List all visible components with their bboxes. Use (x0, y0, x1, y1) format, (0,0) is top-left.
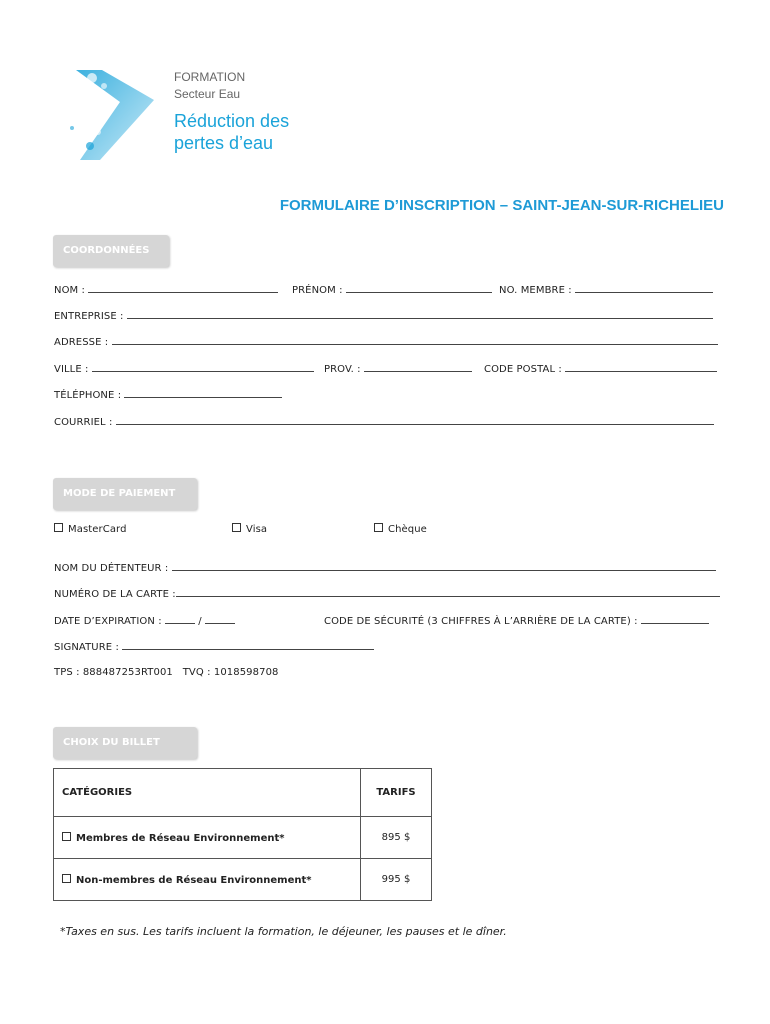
input-nom[interactable] (88, 283, 278, 293)
checkbox-icon[interactable] (374, 523, 383, 532)
label-code-postal: CODE POSTAL : (484, 364, 562, 375)
input-prenom[interactable] (346, 283, 492, 293)
label-ville: VILLE : (54, 364, 89, 375)
price-cell: 895 $ (361, 817, 432, 859)
input-code-postal[interactable] (565, 362, 717, 372)
label-courriel: COURRIEL : (54, 417, 113, 428)
label-telephone: TÉLÉPHONE : (54, 390, 122, 401)
field-prov (324, 362, 472, 375)
label-visa: Visa (246, 524, 268, 535)
option-visa[interactable] (232, 523, 267, 535)
label-entreprise: ENTREPRISE : (54, 311, 124, 322)
header-tarifs: TARIFS (361, 769, 432, 817)
input-telephone[interactable] (124, 388, 282, 398)
table-row[interactable] (54, 817, 432, 859)
field-expiration (54, 614, 235, 627)
input-signature[interactable] (122, 640, 374, 650)
logo-title-2: pertes d’eau (174, 133, 274, 153)
field-adresse (54, 335, 718, 348)
checkbox-icon[interactable] (62, 832, 71, 841)
input-entreprise[interactable] (127, 309, 713, 319)
label-expiration: DATE D’EXPIRATION : (54, 616, 162, 627)
field-securite (324, 614, 709, 627)
option-cheque[interactable] (374, 523, 427, 535)
label-prenom: PRÉNOM : (292, 285, 343, 296)
input-exp-month[interactable] (165, 614, 195, 624)
label-slash: / (198, 616, 202, 627)
footnote: *Taxes en sus. Les tarifs incluent la formation, le déjeuner, les pauses et le dîner. (60, 925, 507, 938)
page-title: FORMULAIRE D’INSCRIPTION – SAINT-JEAN-SUR-RICHELIEU (279, 197, 724, 214)
label-adresse: ADRESSE : (54, 337, 109, 348)
logo-formation: FORMATION (174, 70, 246, 84)
tarifs-table (53, 768, 432, 901)
category-cell (54, 817, 361, 859)
field-ville (54, 362, 314, 375)
label-prov: PROV. : (324, 364, 361, 375)
input-adresse[interactable] (112, 335, 718, 345)
label-detenteur: NOM DU DÉTENTEUR : (54, 563, 169, 574)
field-courriel (54, 415, 714, 428)
option-mastercard[interactable] (54, 523, 127, 535)
field-nom (54, 283, 278, 296)
input-membre[interactable] (575, 283, 713, 293)
label-signature: SIGNATURE : (54, 642, 119, 653)
input-carte[interactable] (176, 587, 720, 597)
field-prenom (292, 283, 492, 296)
field-code-postal (484, 362, 717, 375)
input-courriel[interactable] (116, 415, 714, 425)
input-ville[interactable] (92, 362, 314, 372)
section-billet: CHOIX DU BILLET (53, 727, 197, 759)
label-securite: CODE DE SÉCURITÉ (3 CHIFFRES À L’ARRIÈRE DE LA CARTE) : (324, 616, 638, 627)
section-coordonnees: COORDONNÉES (53, 235, 169, 267)
field-detenteur (54, 561, 716, 574)
label-membre: NO. MEMBRE : (499, 285, 572, 296)
label-cheque: Chèque (388, 524, 427, 535)
tax-numbers: TPS : 888487253RT001 TVQ : 1018598708 (54, 667, 279, 678)
category-cell (54, 859, 361, 901)
input-securite[interactable] (641, 614, 709, 624)
field-carte (54, 587, 720, 600)
field-membre (499, 283, 713, 296)
checkbox-icon[interactable] (62, 874, 71, 883)
checkbox-icon[interactable] (232, 523, 241, 532)
input-exp-year[interactable] (205, 614, 235, 624)
label-nom: NOM : (54, 285, 86, 296)
price-cell: 995 $ (361, 859, 432, 901)
field-signature (54, 640, 374, 653)
checkbox-icon[interactable] (54, 523, 63, 532)
header-categories: CATÉGORIES (54, 769, 361, 817)
logo-secteur: Secteur Eau (174, 87, 241, 101)
logo-title-1: Réduction des (174, 111, 290, 131)
category-label: Non-membres de Réseau Environnement* (76, 874, 312, 886)
water-chevron-icon (62, 66, 158, 166)
table-header-row (54, 769, 432, 817)
input-prov[interactable] (364, 362, 472, 372)
field-telephone (54, 388, 282, 401)
input-detenteur[interactable] (172, 561, 716, 571)
field-entreprise (54, 309, 713, 322)
category-label: Membres de Réseau Environnement* (76, 832, 285, 844)
section-paiement: MODE DE PAIEMENT (53, 478, 197, 510)
table-row[interactable] (54, 859, 432, 901)
label-mastercard: MasterCard (68, 524, 127, 535)
label-carte: NUMÉRO DE LA CARTE : (54, 589, 176, 600)
